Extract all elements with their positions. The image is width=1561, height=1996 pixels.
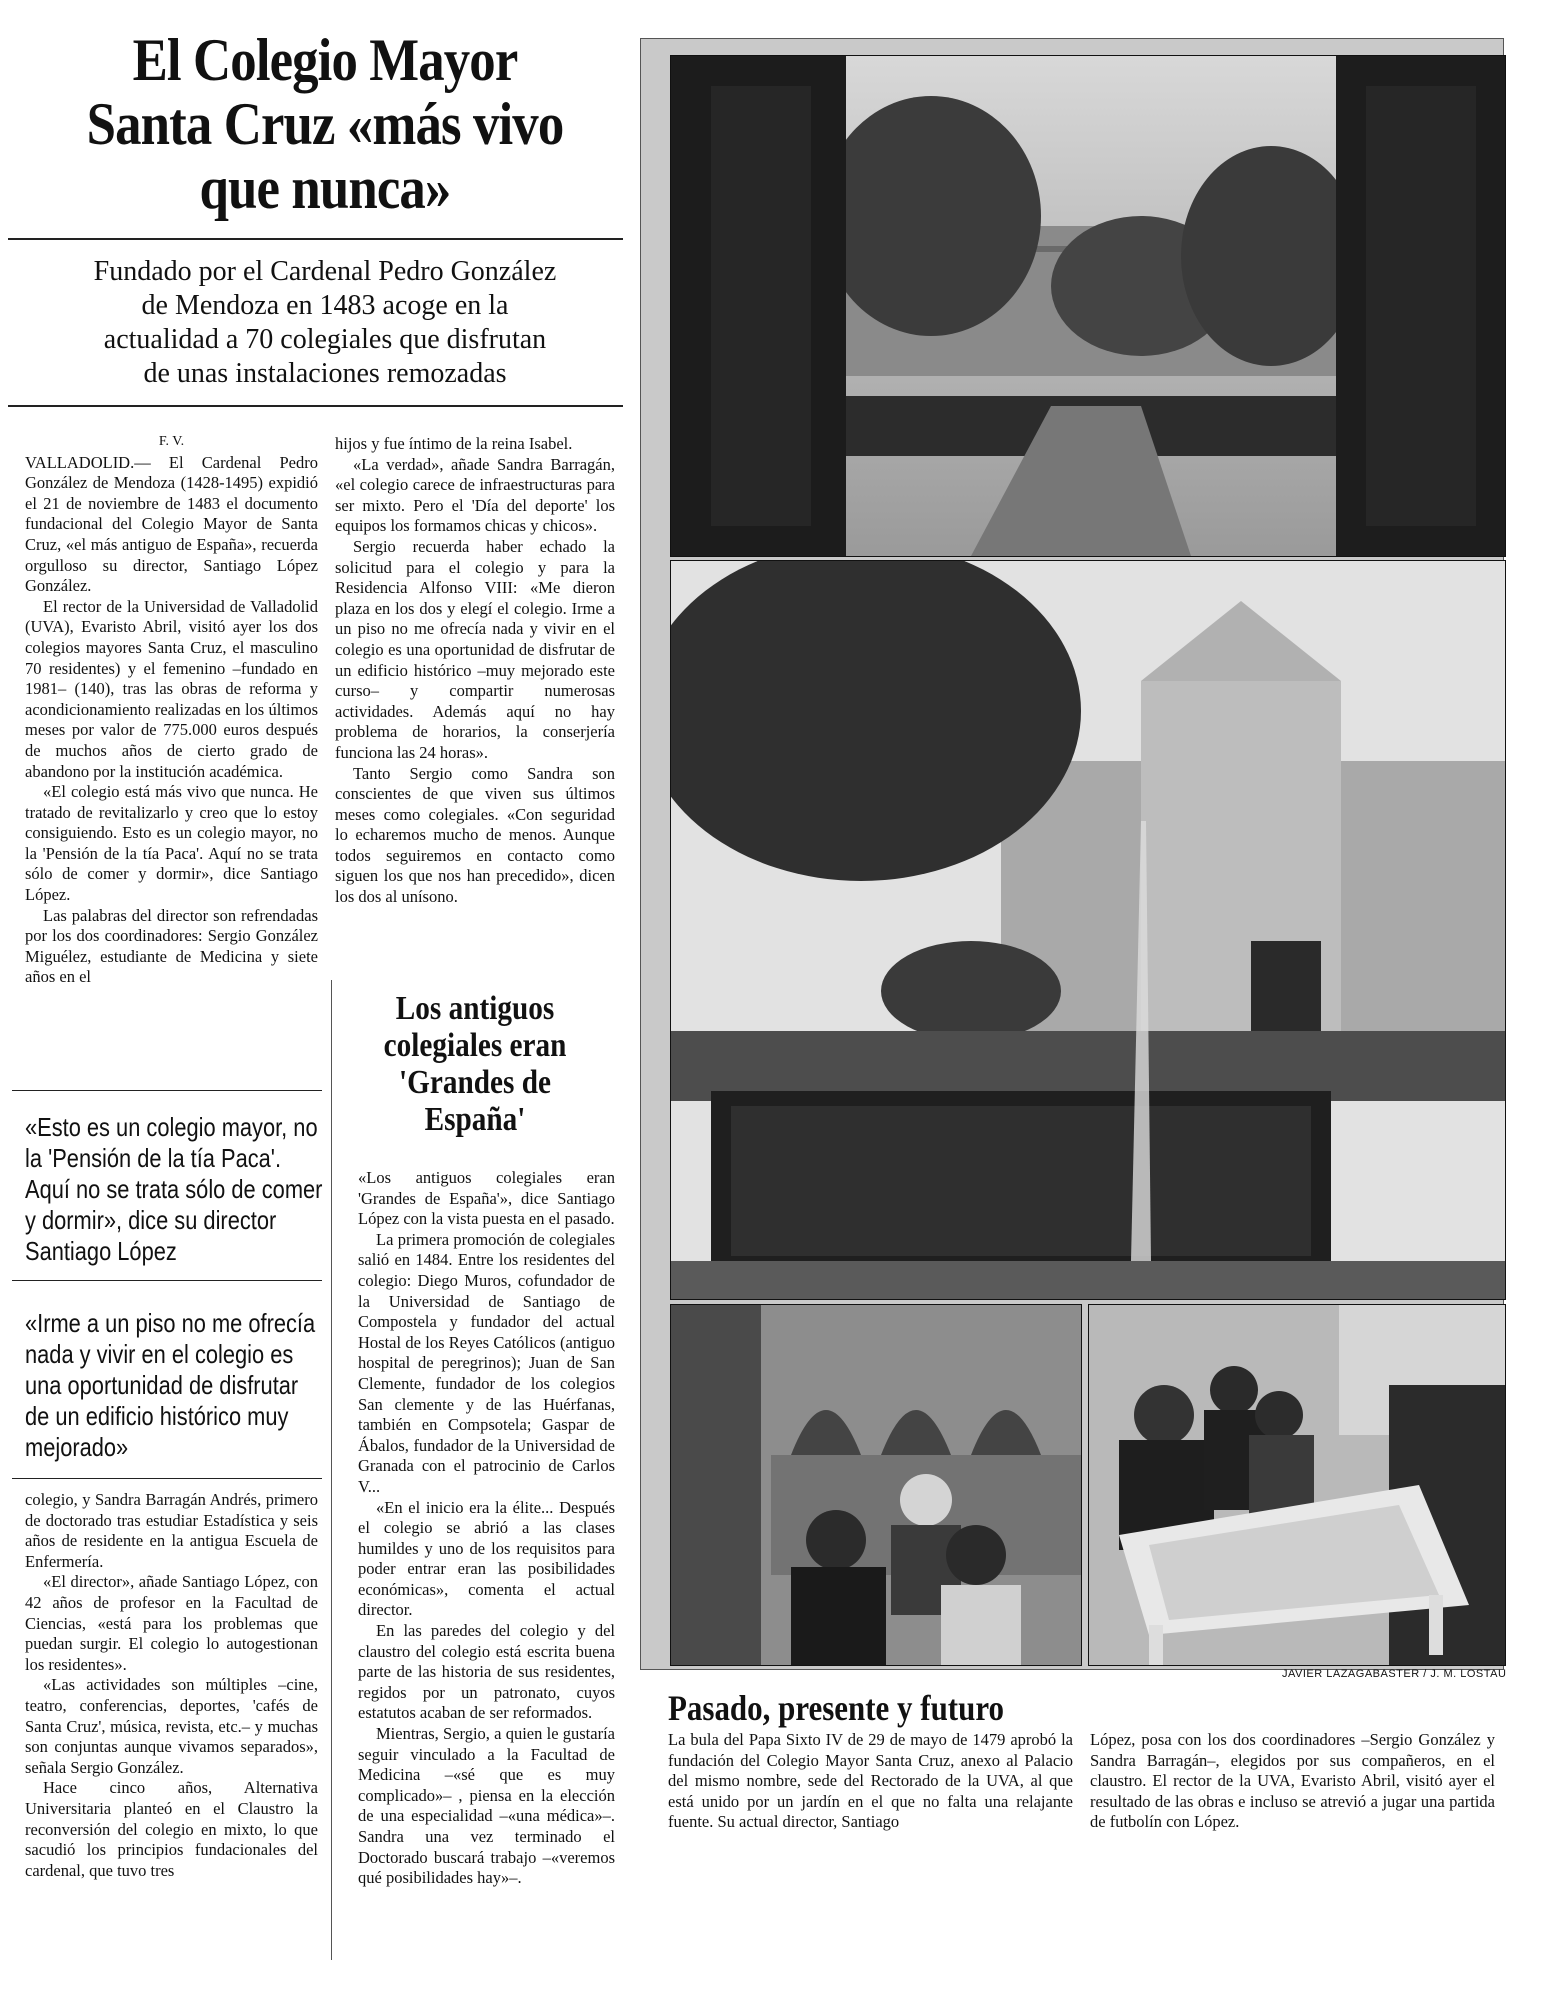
cloister-portrait-image xyxy=(671,1305,1081,1665)
article-paragraph: colegio, y Sandra Barragán Andrés, primero de doctorado tras estudiar Estadística y seis años de residente en la antigua Escuela de Enfermería. xyxy=(25,1490,318,1571)
article-paragraph: «En el inicio era la élite... Después el colegio se abrió a las clases humildes y uno de los requisitos para poder entrar eran las posibilidades económicas», comenta el actual director. xyxy=(358,1497,615,1620)
column-2-top xyxy=(335,434,615,908)
photo-foosball-game xyxy=(1088,1304,1506,1666)
pullquote-rule-top xyxy=(12,1090,322,1091)
subhead-line-1: Los antiguos xyxy=(395,990,555,1027)
article-paragraph: Sergio recuerda haber echado la solicitud para el colegio y para la Residencia Alfonso VIII: «Me dieron plaza en los dos y elegí el colegio. Irme a un piso no me ofrecía nada y vivir en el colegio es una oportunidad de disfrutar de un edificio histórico –muy mejorado este curso– y compartir numerosas actividades. Además aquí no hay problema de horarios, la conserjería funciona las 24 horas». xyxy=(335,536,615,762)
article-paragraph: «El director», añade Santiago López, con 42 años de profesor en la Facultad de Ciencias, «está para los problemas que puedan surgir. El colegio lo autogestionan los residentes». xyxy=(25,1572,318,1674)
headline-line-3: que nunca» xyxy=(199,155,451,221)
subhead-line-3: 'Grandes de xyxy=(399,1064,551,1101)
deck-line-3: actualidad a 70 colegiales que disfrutan xyxy=(103,324,547,355)
subhead xyxy=(363,990,587,1138)
article-paragraph: Mientras, Sergio, a quien le gustaría seguir vinculado a la Facultad de Medicina –«sé que es muy complicado»– , piensa en la elección de una especialidad –«una médica»–. Sandra una vez terminado el Doctorado buscará trabajo –«veremos qué posibilidades hay»–. xyxy=(358,1724,615,1888)
article-paragraph: Las palabras del director son refrendadas por los dos coordinadores: Sergio González Miguélez, estudiante de Medicina y siete años en el xyxy=(25,905,318,987)
photo-courtyard-doorway xyxy=(670,55,1506,557)
headline-rule xyxy=(8,238,623,240)
article-paragraph: El rector de la Universidad de Valladolid (UVA), Evaristo Abril, visitó ayer los dos colegios mayores Santa Cruz, el masculino 70 residentes) y el femenino –fundado en 1981– (140), tras las obras de reforma y acondicionamiento realizadas en los últimos meses por valor de 775.000 euros después de muchos años de cierto grado de abandono por la institución académica. xyxy=(25,596,318,781)
column-1-bottom xyxy=(25,1490,318,1881)
column-1-top xyxy=(25,432,318,988)
column-divider xyxy=(331,980,332,1960)
article-paragraph: «La verdad», añade Sandra Barragán, «el colegio carece de infraestructuras para ser mixto. Pero el 'Día del deporte' los equipos los formamos chicas y chicos». xyxy=(335,454,615,536)
byline: F. V. xyxy=(158,434,185,449)
headline-line-2: Santa Cruz «más vivo xyxy=(86,91,564,157)
subhead-line-4: España' xyxy=(424,1101,526,1138)
article-paragraph: «Los antiguos colegiales eran 'Grandes de España'», dice Santiago López con la vista puesta en el pasado. xyxy=(358,1168,615,1229)
article-paragraph: Hace cinco años, Alternativa Universitaria planteó en el Claustro la reconversión del colegio en mixto, lo que sacudió los principios fundacionales del cardenal, que tuvo tres xyxy=(25,1778,318,1880)
photo-credit: JAVIER LAZAGABASTER / J. M. LOSTAU xyxy=(1282,1668,1507,1680)
photo-cloister-portrait xyxy=(670,1304,1082,1666)
palace-fountain-image xyxy=(671,561,1505,1299)
article-paragraph: VALLADOLID.— El Cardenal Pedro González de Mendoza (1428-1495) expidió el 21 de noviembre de 1483 el documento fundacional del Colegio Mayor de Santa Cruz, «el más antiguo de España», recuerda orgulloso su director, Santiago López González. xyxy=(25,452,318,596)
article-paragraph: «Las actividades son múltiples –cine, teatro, conferencias, deportes, 'cafés de Santa Cruz', música, revista, etc.– y muchas son conjuntas aunque vivamos separados», señala Sergio González. xyxy=(25,1675,318,1777)
courtyard-doorway-image xyxy=(671,56,1505,556)
article-paragraph: La primera promoción de colegiales salió en 1484. Entre los residentes del colegio: Diego Muros, cofundador de la Universidad de Santiago de Compostela y fundador del actual Hostal de los Reyes Católicos (antiguo hospital de peregrinos); Juan de San Clemente, fundador de los colegios San clemente y de las Huérfanas, también en Compsotela; Gaspar de Ábalos, fundador de la Universidad de Granada con el patrocinio de Carlos V... xyxy=(358,1229,615,1496)
caption-title: Pasado, presente y futuro xyxy=(668,1688,1004,1728)
article-paragraph: Tanto Sergio como Sandra son conscientes de que viven sus últimos meses como colegiales. «Con seguridad lo echaremos mucho de menos. Aunque todos seguiremos en contacto como siguen los que nos han precedido», dicen los dos al unísono. xyxy=(335,763,615,907)
article-paragraph: hijos y fue íntimo de la reina Isabel. xyxy=(335,434,573,453)
article-paragraph: En las paredes del colegio y del claustro del colegio está escrita buena parte de las historia de sus residentes, regidos por un patronato, cuyos estatutos acaban de ser reformados. xyxy=(358,1621,615,1723)
deck-line-4: de unas instalaciones remozadas xyxy=(143,358,507,389)
column-2-bottom xyxy=(358,1168,615,1889)
caption-right: López, posa con los dos coordinadores –Sergio González y Sandra Barragán–, elegidos por sus compañeros, en el claustro. El rector de la UVA, Evaristo Abril, visitó ayer el resultado de las obras e incluso se atrevió a jugar una partida de futbolín con López. xyxy=(1090,1730,1495,1832)
deck xyxy=(30,255,620,391)
headline-line-1: El Colegio Mayor xyxy=(132,27,518,93)
deck-line-1: Fundado por el Cardenal Pedro González xyxy=(93,256,557,287)
pullquote-rule-bottom xyxy=(12,1478,322,1479)
deck-rule xyxy=(8,405,623,407)
pullquote-1: «Esto es un colegio mayor, no la 'Pensión de la tía Paca'. Aquí no se trata sólo de comer y dormir», dice su director Santiago López xyxy=(25,1112,323,1266)
pullquote-rule-middle xyxy=(12,1280,322,1281)
article-paragraph: «El colegio está más vivo que nunca. He tratado de revitalizarlo y creo que lo estoy consiguiendo. Esto es un colegio mayor, no la 'Pensión de la tía Paca'. Aquí no se trata sólo de comer y dormir», dice Santiago López. xyxy=(25,782,318,905)
caption-left: La bula del Papa Sixto IV de 29 de mayo de 1479 aprobó la fundación del Colegio Mayor Santa Cruz, anexo al Palacio del mismo nombre, sede del Rectorado de la UVA, al que está unido por un jardín en el que no falta una relajante fuente. Su actual director, Santiago xyxy=(668,1730,1073,1832)
pullquote-2: «Irme a un piso no me ofrecía nada y vivir en el colegio es una oportunidad de disfrutar de un edificio histórico muy mejorado» xyxy=(25,1308,316,1462)
subhead-line-2: colegiales eran xyxy=(383,1027,567,1064)
foosball-game-image xyxy=(1089,1305,1505,1665)
photo-palace-fountain xyxy=(670,560,1506,1300)
deck-line-2: de Mendoza en 1483 acoge en la xyxy=(141,290,509,321)
headline xyxy=(65,28,584,220)
